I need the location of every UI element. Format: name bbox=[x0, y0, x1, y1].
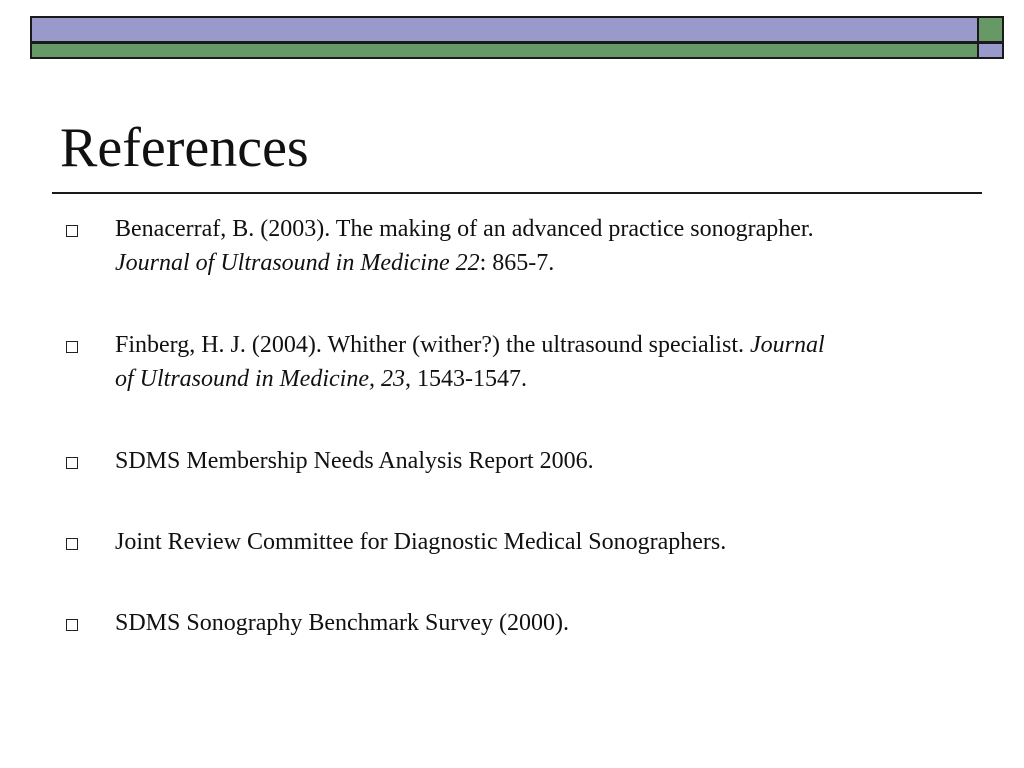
reference-pages: : 865-7. bbox=[479, 250, 555, 276]
header-bar-top bbox=[30, 16, 979, 43]
journal-name: Journal of Ultrasound in Medicine 22 bbox=[115, 250, 480, 276]
hollow-square-bullet-icon bbox=[66, 538, 78, 550]
reference-text bbox=[115, 212, 965, 280]
hollow-square-bullet-icon bbox=[66, 457, 78, 469]
slide-title: References bbox=[60, 117, 309, 179]
reference-line: Benacerraf, B. (2003). The making of an advanced practice sonographer. bbox=[115, 216, 814, 242]
reference-text bbox=[115, 328, 965, 396]
journal-name: of Ultrasound in Medicine, 23 bbox=[115, 366, 405, 392]
reference-text: Joint Review Committee for Diagnostic Medical Sonographers. bbox=[115, 529, 727, 555]
title-underline bbox=[52, 192, 982, 194]
journal-name: Journal bbox=[749, 332, 825, 358]
header-bar-bottom bbox=[30, 42, 979, 59]
reference-text: SDMS Membership Needs Analysis Report 2006. bbox=[115, 448, 594, 474]
reference-pages: , 1543-1547. bbox=[404, 366, 527, 392]
hollow-square-bullet-icon bbox=[66, 341, 78, 353]
hollow-square-bullet-icon bbox=[66, 225, 78, 237]
header-square-top bbox=[977, 16, 1004, 43]
header-square-bottom bbox=[977, 42, 1004, 59]
reference-text: SDMS Sonography Benchmark Survey (2000). bbox=[115, 610, 569, 636]
reference-line: Finberg, H. J. (2004). Whither (wither?) the ultrasound specialist. bbox=[115, 332, 750, 358]
hollow-square-bullet-icon bbox=[66, 619, 78, 631]
